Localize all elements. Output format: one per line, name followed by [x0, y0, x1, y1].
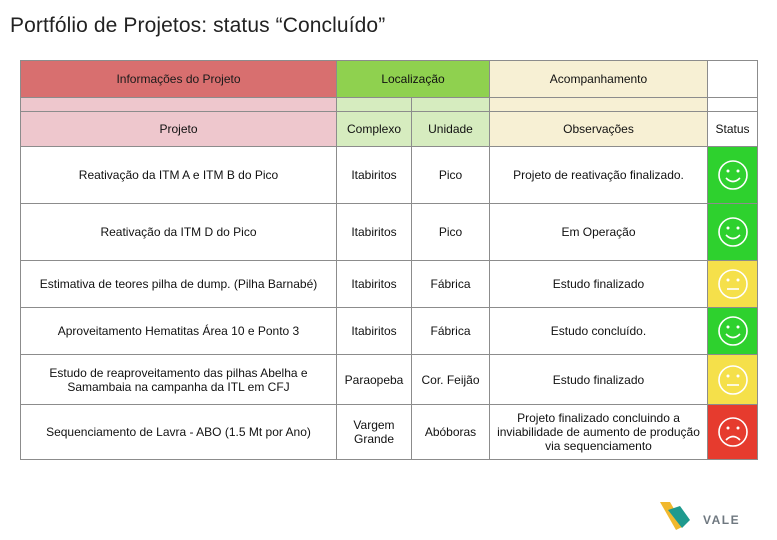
table-row	[21, 308, 758, 355]
happy-face-icon	[717, 216, 749, 248]
happy-face-icon	[717, 315, 749, 347]
header-group-status-blank	[708, 61, 758, 98]
complex-cell: Itabiritos	[337, 147, 412, 204]
project-cell: Sequenciamento de Lavra - ABO (1.5 Mt por Ano)	[21, 405, 337, 460]
unit-cell: Pico	[412, 204, 490, 261]
column-header-complex: Complexo	[337, 112, 412, 147]
observations-cell: Projeto de reativação finalizado.	[490, 147, 708, 204]
project-cell: Reativação da ITM D do Pico	[21, 204, 337, 261]
header-group-location: Localização	[337, 61, 490, 98]
status-cell	[708, 355, 758, 405]
complex-cell: Itabiritos	[337, 204, 412, 261]
header-group-tracking: Acompanhamento	[490, 61, 708, 98]
complex-cell: Itabiritos	[337, 261, 412, 308]
table-row	[21, 204, 758, 261]
project-cell: Estudo de reaproveitamento das pilhas Abelha e Samambaia na campanha da ITL em CFJ	[21, 355, 337, 405]
status-cell	[708, 147, 758, 204]
header-group-info: Informações do Projeto	[21, 61, 337, 98]
column-header-project: Projeto	[21, 112, 337, 147]
unit-cell: Cor. Feijão	[412, 355, 490, 405]
neutral-face-icon	[717, 268, 749, 300]
observations-cell: Estudo finalizado	[490, 355, 708, 405]
logo-text: VALE	[703, 513, 741, 527]
sad-face-icon	[717, 416, 749, 448]
happy-face-icon	[717, 159, 749, 191]
header-strip-unit	[412, 98, 490, 112]
header-strip-complex	[337, 98, 412, 112]
status-cell	[708, 261, 758, 308]
neutral-face-icon	[717, 364, 749, 396]
page-title: Portfólio de Projetos: status “Concluído”	[10, 14, 386, 37]
table-row	[21, 355, 758, 405]
complex-cell: Paraopeba	[337, 355, 412, 405]
status-cell	[708, 204, 758, 261]
header-strip-status	[708, 98, 758, 112]
column-header-observations: Observações	[490, 112, 708, 147]
header-strip-info	[21, 98, 337, 112]
status-cell	[708, 405, 758, 460]
unit-cell: Fábrica	[412, 308, 490, 355]
project-portfolio-table	[20, 60, 758, 460]
column-header-unit: Unidade	[412, 112, 490, 147]
observations-cell: Estudo concluído.	[490, 308, 708, 355]
unit-cell: Pico	[412, 147, 490, 204]
project-cell: Estimativa de teores pilha de dump. (Pilha Barnabé)	[21, 261, 337, 308]
unit-cell: Fábrica	[412, 261, 490, 308]
project-cell: Aproveitamento Hematitas Área 10 e Ponto 3	[21, 308, 337, 355]
table-row	[21, 261, 758, 308]
complex-cell: Vargem Grande	[337, 405, 412, 460]
status-cell	[708, 308, 758, 355]
table-row	[21, 405, 758, 460]
header-strip-tracking	[490, 98, 708, 112]
observations-cell: Estudo finalizado	[490, 261, 708, 308]
project-cell: Reativação da ITM A e ITM B do Pico	[21, 147, 337, 204]
observations-cell: Projeto finalizado concluindo a inviabilidade de aumento de produção via sequenciamento	[490, 405, 708, 460]
unit-cell: Abóboras	[412, 405, 490, 460]
table-row	[21, 147, 758, 204]
observations-cell: Em Operação	[490, 204, 708, 261]
column-header-status: Status	[708, 112, 758, 147]
complex-cell: Itabiritos	[337, 308, 412, 355]
